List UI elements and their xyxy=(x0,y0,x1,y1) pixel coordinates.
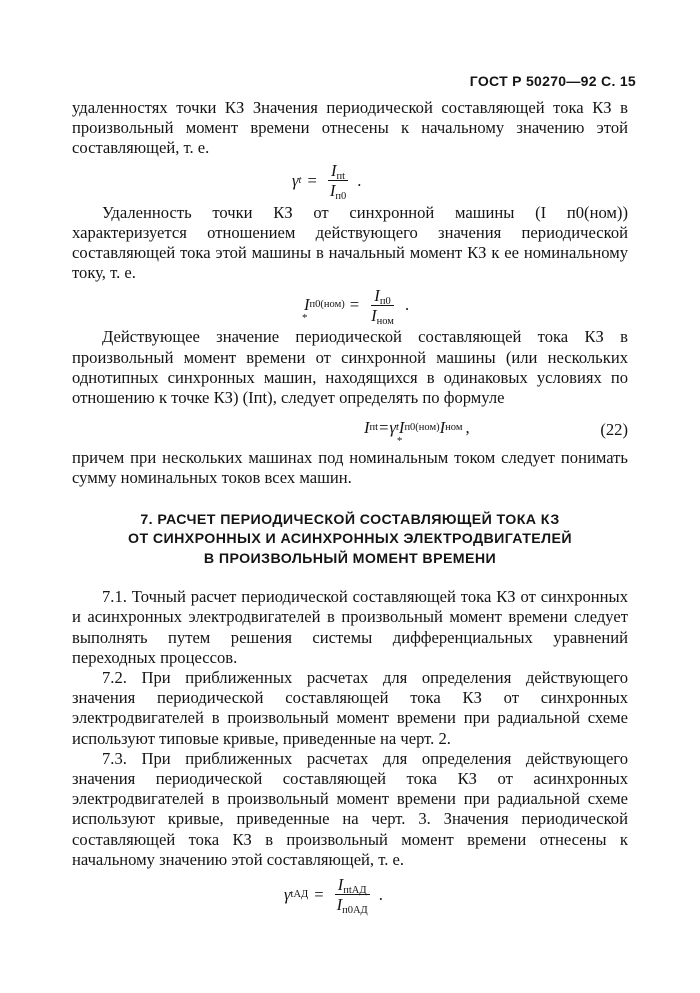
clause-7-2: 7.2. При приближенных расчетах для определения действующего значения периодической составляющей тока КЗ от синхронных электродвигателей в произвольный момент времени при радиальной схеме используют типовые кривые, приведенные на черт. 2. xyxy=(72,667,628,748)
formula-comma: , xyxy=(465,418,470,438)
formula-fraction xyxy=(368,285,397,327)
formula-numerator: I xyxy=(330,161,337,181)
formula-period: . xyxy=(378,884,383,904)
formula-fraction xyxy=(334,875,371,917)
formula-lhs: I * xyxy=(304,295,310,315)
formula-lhs: I xyxy=(364,418,370,438)
paragraph-note: причем при нескольких машинах под номинальным током следует понимать сумму номинальных токов всех машин. xyxy=(72,448,628,488)
formula-equals: = xyxy=(379,418,389,438)
formula-equals: = xyxy=(314,884,324,904)
page-header: ГОСТ Р 50270—92 С. 15 xyxy=(469,73,636,89)
paragraph-remoteness: Удаленность точки КЗ от синхронной машины (I п0(ном)) характеризуется отношением действующего значения периодической составляющей тока этой машины в начальный момент КЗ к ее номинальному току, т. е. xyxy=(72,202,628,283)
clause-7-1: 7.1. Точный расчет периодической составляющей тока КЗ от синхронных и асинхронных электродвигателей в произвольный момент времени следует выполнять путем решения системы дифференциальных уравнений переходных процессов. xyxy=(72,587,628,667)
page-body xyxy=(72,98,628,920)
formula-numerator-sub: п0 xyxy=(379,295,391,307)
formula-lhs: γ xyxy=(292,170,299,190)
formula-denominator-sub: п0 xyxy=(335,191,347,203)
formula-gamma-ad: γ tАД = $\frac{I_{пtАД}}{I_{п0АД}}$ . xyxy=(284,875,383,917)
formula-denominator: I xyxy=(329,181,336,201)
formula-i-rated: I xyxy=(439,418,446,438)
formula-denominator-sub: ном xyxy=(376,315,394,327)
paragraph-intro: удаленностях точки КЗ Значения периодической составляющей тока КЗ в произвольный момент времени отнесены к начальному значению этой составляющей, т. е. xyxy=(72,98,628,158)
formula-numerator: I xyxy=(337,875,344,895)
equation-number: (22) xyxy=(600,420,628,440)
formula-fraction xyxy=(327,161,349,203)
formula-denominator-sub: п0АД xyxy=(342,905,368,917)
formula-22: I пt = γ t I * п0(ном) I ном , (22) xyxy=(72,408,628,448)
formula-lhs: γ xyxy=(284,884,291,904)
formula-equals: = xyxy=(307,170,317,190)
formula-numerator: I xyxy=(374,285,380,305)
section-heading-line-2: ОТ СИНХРОННЫХ И АСИНХРОННЫХ ЭЛЕКТРОДВИГАТЕЛЕЙ xyxy=(128,531,572,548)
section-heading xyxy=(72,511,628,570)
paragraph-current-value: Действующее значение периодической составляющей тока КЗ в произвольный момент времени от синхронной машины (или нескольких однотипных синхронных машин, находящихся в одинаковых условиях по отношению к точке КЗ) (Iпt), следует определять по формуле xyxy=(72,327,628,408)
formula-equals: = xyxy=(349,295,360,315)
formula-denominator: I xyxy=(336,895,343,915)
formula-numerator-sub: пtАД xyxy=(343,885,367,897)
formula-denominator: I xyxy=(371,305,377,325)
clause-7-3: 7.3. При приближенных расчетах для определения действующего значения периодической составляющей тока КЗ от асинхронных электродвигателей в произвольный момент времени при радиальной схеме используют кривые, приведенные на черт. 3. Значения периодической составляющей тока КЗ в произвольный момент времени отнесены к начальному значению этой составляющей, т. е. xyxy=(72,748,628,869)
formula-period: . xyxy=(357,170,362,190)
formula-i-nom: I * п0(ном) = $\frac{I_{п0}}{I_{ном}}$ . xyxy=(72,283,628,327)
formula-gamma: γ xyxy=(389,418,396,438)
formula-period: . xyxy=(404,295,410,315)
formula-gamma-t: γ t = $\frac{I_{пt}}{I_{п0}}$ . xyxy=(292,161,362,203)
formula-i-nom-term: I * xyxy=(399,418,405,438)
section-heading-line-1: 7. РАСЧЕТ ПЕРИОДИЧЕСКОЙ СОСТАВЛЯЮЩЕЙ ТОКА КЗ xyxy=(140,511,560,528)
section-heading-line-3: В ПРОИЗВОЛЬНЫЙ МОМЕНТ ВРЕМЕНИ xyxy=(203,550,497,567)
formula-numerator-sub: пt xyxy=(336,171,346,183)
